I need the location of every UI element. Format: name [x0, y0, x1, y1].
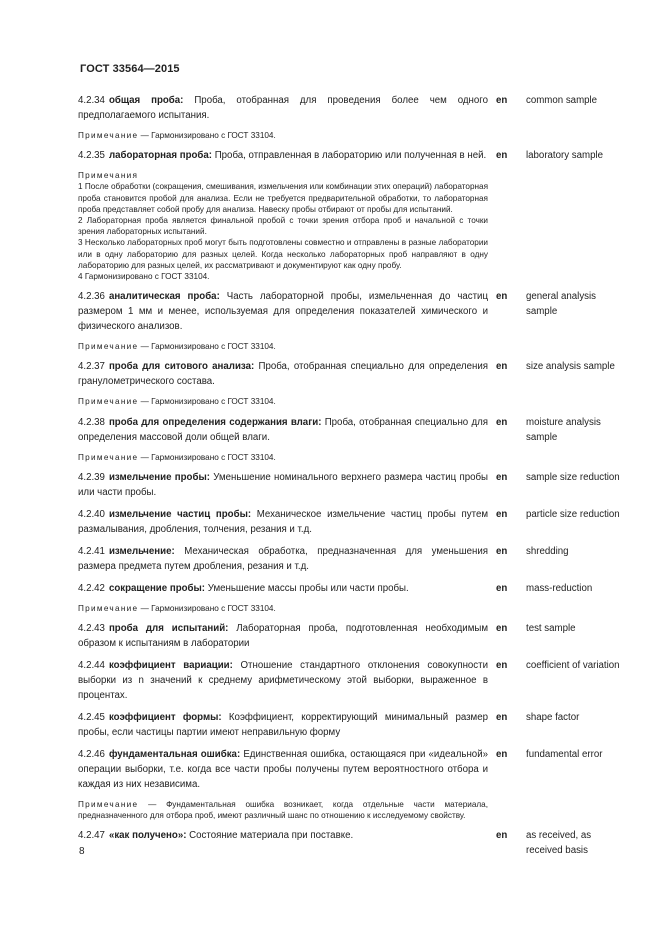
term-entry [78, 658, 623, 703]
term-sep: : [229, 660, 233, 672]
term-sep: : [216, 291, 220, 303]
term-sep: : [250, 361, 255, 373]
note-text: — Гармонизировано с ГОСТ 33104. [138, 452, 276, 462]
note-label: Примечание [78, 342, 139, 352]
term-entry [78, 470, 623, 500]
term-definition: Проба, отобранная для проведения более чем одного предполагаемого испытания. [78, 95, 488, 121]
term-text [78, 415, 488, 445]
lang-code: en [496, 545, 508, 557]
term-entry [78, 828, 623, 858]
lang-code: en [496, 712, 508, 724]
term-definition: Отношение стандартного отклонения совокупности выборки из n значений к среднему арифметическому этой выборки, выраженное в процентах. [78, 660, 488, 702]
term-name: измельчение частиц пробы [108, 508, 248, 520]
lang-code: en [496, 471, 508, 483]
term-name: коэффициент формы [108, 712, 219, 724]
notes-label: Примечания [78, 171, 139, 181]
term-definition: Механическое измельчение частиц пробы путем размалывания, дробления, толчения, резания и т.д. [78, 508, 488, 535]
note [78, 130, 488, 141]
term-definition: Проба, отобранная специально для определения массовой доли общей влаги. [78, 416, 488, 443]
english-equivalent: common sample [526, 95, 598, 106]
term-definition: Уменьшение номинального верхнего размера частиц пробы или части пробы. [78, 471, 488, 498]
term-definition: Коэффициент, корректирующий минимальный размер пробы, если частицы партии имеют неправильную форму [78, 712, 488, 739]
term-entry [78, 93, 623, 123]
term-sep: : [206, 471, 210, 483]
term-name: коэффициент вариации [108, 660, 230, 672]
term-sep: : [208, 150, 213, 162]
note-label: Примечание [78, 800, 139, 810]
note-label: Примечание [78, 452, 139, 462]
note-text: — Гармонизировано с ГОСТ 33104. [138, 131, 276, 140]
note-item: 2 Лабораторная проба является финальной пробой с точки зрения отбора проб и начальной с точки зрения лабораторных испытаний. [78, 216, 488, 237]
english-equivalent: particle size reduction [526, 508, 620, 520]
lang-code: en [496, 749, 508, 761]
term-entry [78, 415, 623, 445]
term-sep: : [218, 712, 222, 724]
term-entry [78, 710, 623, 740]
note-text: — Гармонизировано с ГОСТ 33104. [138, 397, 276, 407]
term-name: общая проба [108, 95, 181, 106]
note-text: — Гармонизировано с ГОСТ 33104. [138, 342, 276, 352]
lang-code: en [496, 95, 508, 106]
term-name: «как получено» [108, 830, 184, 842]
glossary-content [78, 93, 623, 865]
english-equivalent: mass-reduction [526, 582, 593, 594]
term-entry [78, 581, 623, 596]
term-text [78, 544, 488, 574]
english-equivalent: size analysis sample [526, 361, 615, 373]
term-sep: : [171, 545, 175, 557]
term-definition: Механическая обработка, предназначенная для уменьшения размера предмета путем дробления, резания и т.д. [78, 545, 488, 572]
term-entry [78, 507, 623, 537]
lang-code: en [496, 291, 508, 303]
term-number: 4.2.45 [78, 712, 105, 724]
note-item: 3 Несколько лабораторных проб могут быть подготовлены совместно и отправлены в разные лаборатории или в одну лабораторию для разных целей. Когда несколько лабораторных проб направляют в одну лабораторию для разных целей, их рассматривают и документируют как одну пробу. [78, 238, 488, 270]
term-name: проба для испытаний [108, 623, 226, 635]
english-equivalent: fundamental error [526, 749, 603, 761]
term-number: 4.2.34 [78, 95, 105, 106]
note [78, 341, 488, 352]
term-name: измельчение пробы [108, 471, 207, 483]
note-text: — Гармонизировано с ГОСТ 33104. [138, 603, 276, 613]
document-header: ГОСТ 33564—2015 [80, 63, 180, 75]
term-definition: Проба, отобранная специально для определения гранулометрического состава. [78, 361, 488, 388]
term-definition: Уменьшение массы пробы или части пробы. [205, 582, 409, 594]
term-sep: : [318, 416, 322, 428]
term-number: 4.2.44 [78, 660, 105, 672]
term-number: 4.2.47 [78, 830, 105, 842]
note-item: 1 После обработки (сокращения, смешивания, измельчения или комбинации этих операций) лабораторная проба становится пробой для анализа. Если не требуется предварительной обработки, то лабораторная проба представляет собой пробу для анализа. Навеску пробы отбирают от пробы для испытаний. [78, 182, 489, 214]
lang-code: en [496, 582, 508, 594]
term-name: проба для ситового анализа [108, 361, 251, 373]
term-number: 4.2.39 [78, 471, 105, 483]
english-equivalent: sample size reduction [526, 471, 620, 483]
english-equivalent: shape factor [526, 712, 580, 724]
lang-code: en [496, 416, 508, 428]
lang-code: en [496, 830, 508, 842]
term-text [78, 470, 488, 500]
term-text [78, 621, 488, 651]
english-equivalent: test sample [526, 623, 576, 635]
term-entry [78, 621, 623, 651]
term-text [78, 828, 488, 843]
term-definition: Состояние материала при поставке. [186, 830, 354, 842]
term-text [78, 507, 488, 537]
term-name: аналитическая проба [108, 291, 217, 303]
term-number: 4.2.40 [78, 508, 105, 520]
term-text [78, 710, 488, 740]
term-number: 4.2.42 [78, 582, 105, 594]
term-number: 4.2.36 [78, 291, 105, 303]
page-number: 8 [79, 846, 85, 857]
term-text [78, 289, 488, 334]
term-name: сокращение пробы [108, 582, 202, 594]
term-text [78, 747, 488, 792]
term-number: 4.2.38 [78, 416, 105, 428]
term-text [78, 93, 488, 123]
term-number: 4.2.35 [78, 150, 105, 162]
term-sep: : [180, 95, 184, 106]
note [78, 603, 488, 614]
note-item: 4 Гармонизировано с ГОСТ 33104. [78, 272, 210, 282]
note [78, 799, 488, 821]
term-entry [78, 359, 623, 389]
term-sep: : [225, 623, 229, 635]
lang-code: en [496, 623, 508, 635]
english-equivalent: moisture analysis sample [526, 416, 601, 443]
notes-block [78, 170, 488, 282]
term-entry [78, 289, 623, 334]
term-text [78, 658, 488, 703]
english-equivalent: coefficient of variation [526, 660, 620, 672]
term-entry [78, 747, 623, 792]
term-sep: : [236, 749, 241, 761]
english-equivalent: laboratory sample [526, 150, 603, 162]
term-entry [78, 544, 623, 574]
term-text [78, 581, 488, 596]
note-label: Примечание [78, 397, 139, 407]
term-number: 4.2.41 [78, 545, 105, 557]
note [78, 452, 488, 463]
term-number: 4.2.43 [78, 623, 105, 635]
lang-code: en [496, 150, 508, 162]
term-definition: Проба, отправленная в лабораторию или полученная в ней. [212, 150, 487, 162]
lang-code: en [496, 508, 508, 520]
term-definition: Часть лабораторной пробы, измельченная до частиц размером 1 мм и менее, используемая для определения показателей химического и физического анализов. [78, 291, 488, 333]
english-equivalent: general analysis sample [526, 291, 597, 318]
term-definition: Единственная ошибка, остающаяся при «идеальной» операции выборки, т.е. когда все части пробы получены путем вероятностного отбора и каждая из них независима. [78, 749, 488, 791]
lang-code: en [496, 361, 508, 373]
term-text [78, 148, 488, 163]
term-text [78, 359, 488, 389]
term-sep: : [183, 830, 187, 842]
term-name: измельчение [108, 545, 172, 557]
english-equivalent: as received, as received basis [526, 830, 592, 857]
term-name: проба для определения содержания влаги [108, 416, 319, 428]
english-equivalent: shredding [526, 545, 569, 557]
note-label: Примечание [78, 131, 139, 140]
lang-code: en [496, 660, 508, 672]
term-definition: Лабораторная проба, подготовленная необходимым образом к испытаниям в лаборатории [78, 623, 488, 650]
term-sep: : [247, 508, 252, 520]
term-name: лабораторная проба [108, 150, 209, 162]
term-number: 4.2.37 [78, 361, 105, 373]
term-number: 4.2.46 [78, 749, 105, 761]
term-name: фундаментальная ошибка [108, 749, 237, 761]
term-sep: : [201, 582, 206, 594]
note-label: Примечание [78, 603, 139, 613]
note [78, 396, 488, 407]
note-text: — Фундаментальная ошибка возникает, когда отдельные части материала, предназначенного для отбора проб, имеют различный шанс по отношению к исследуемому свойству. [78, 800, 488, 821]
term-entry [78, 148, 623, 163]
